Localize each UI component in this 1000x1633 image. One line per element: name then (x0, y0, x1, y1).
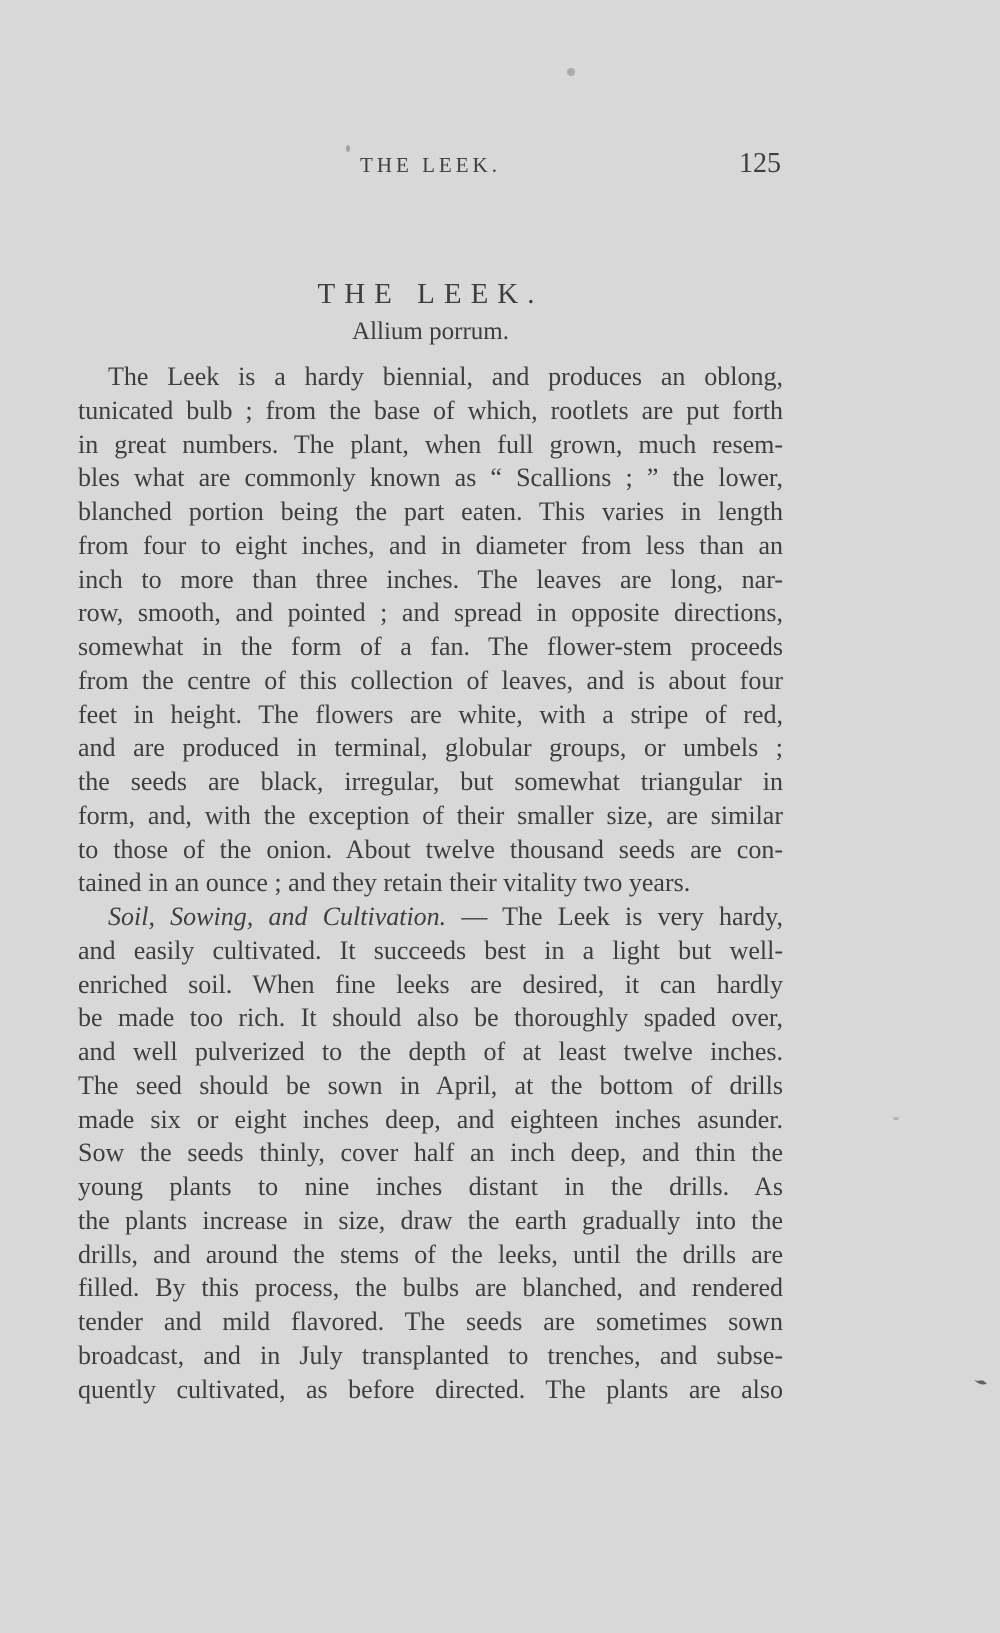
chapter-subtitle-latin-name: Allium porrum. (352, 318, 509, 345)
scan-speck (567, 68, 575, 76)
text-line: in great numbers. The plant, when full grown, much resem- (78, 429, 783, 459)
text-line: the seeds are black, irregular, but somewhat triangular in (78, 767, 783, 796)
text-line: be made too rich. It should also be thoroughly spaded over, (78, 1003, 783, 1033)
text-line: inch to more than three inches. The leaves are long, nar- (78, 564, 783, 594)
text-line: bles what are commonly known as “ Scallions ; ” the lower, (78, 463, 783, 493)
text-line: and easily cultivated. It succeeds best in a light but well- (78, 935, 783, 965)
chapter-title: THE LEEK. (317, 278, 544, 310)
scan-speck (893, 1117, 899, 1120)
text-line: to those of the onion. About twelve thousand seeds are con- (78, 834, 783, 864)
section-lead-italic: Soil, Sowing, and Cultivation. (108, 902, 447, 931)
text-line: tunicated bulb ; from the base of which, rootlets are put forth (78, 395, 783, 425)
text-line: young plants to nine inches distant in the drills. As (78, 1172, 783, 1201)
text-line: The seed should be sown in April, at the bottom of drills (78, 1070, 783, 1100)
text-line: and well pulverized to the depth of at least twelve inches. (78, 1037, 783, 1066)
text-line: filled. By this process, the bulbs are blanched, and rendered (78, 1273, 783, 1303)
text-line: quently cultivated, as before directed. The plants are also (78, 1374, 783, 1404)
text-line: blanched portion being the part eaten. This varies in length (78, 497, 783, 526)
text-line: feet in height. The flowers are white, with a stripe of red, (78, 699, 783, 729)
page-number: 125 (739, 148, 781, 179)
text-line: the plants increase in size, draw the earth gradually into the (78, 1205, 783, 1235)
text-line: from the centre of this collection of leaves, and is about four (78, 665, 783, 695)
ink-mark (972, 1374, 990, 1386)
text-line: The Leek is a hardy biennial, and produces an oblong, (108, 362, 783, 391)
text-line: and are produced in terminal, globular groups, or umbels ; (78, 733, 783, 763)
text-line: tender and mild flavored. The seeds are sometimes sown (78, 1307, 783, 1336)
paragraph-description (78, 360, 783, 900)
body-text (78, 360, 783, 1406)
text-line: tained in an ounce ; and they retain their vitality two years. (78, 868, 691, 898)
paragraph-soil-sowing-cultivation (78, 900, 783, 1406)
text-line: row, smooth, and pointed ; and spread in opposite directions, (78, 598, 783, 628)
text-line: somewhat in the form of a fan. The flower-stem proceeds (78, 632, 783, 661)
text-line: drills, and around the stems of the leeks, until the drills are (78, 1239, 783, 1269)
text-line: Sow the seeds thinly, cover half an inch deep, and thin the (78, 1138, 783, 1168)
text-line: from four to eight inches, and in diameter from less than an (78, 530, 783, 560)
text-line: made six or eight inches deep, and eighteen inches asunder. (78, 1104, 783, 1134)
running-header: THE LEEK. (360, 153, 501, 177)
scan-speck (346, 145, 350, 152)
text-line: broadcast, and in July transplanted to trenches, and subse- (78, 1340, 783, 1370)
text-line: form, and, with the exception of their smaller size, are similar (78, 800, 783, 830)
text-line: enriched soil. When fine leeks are desired, it can hardly (78, 969, 783, 999)
text-line: Soil, Sowing, and Cultivation. — The Leek is very hardy, (108, 902, 783, 931)
